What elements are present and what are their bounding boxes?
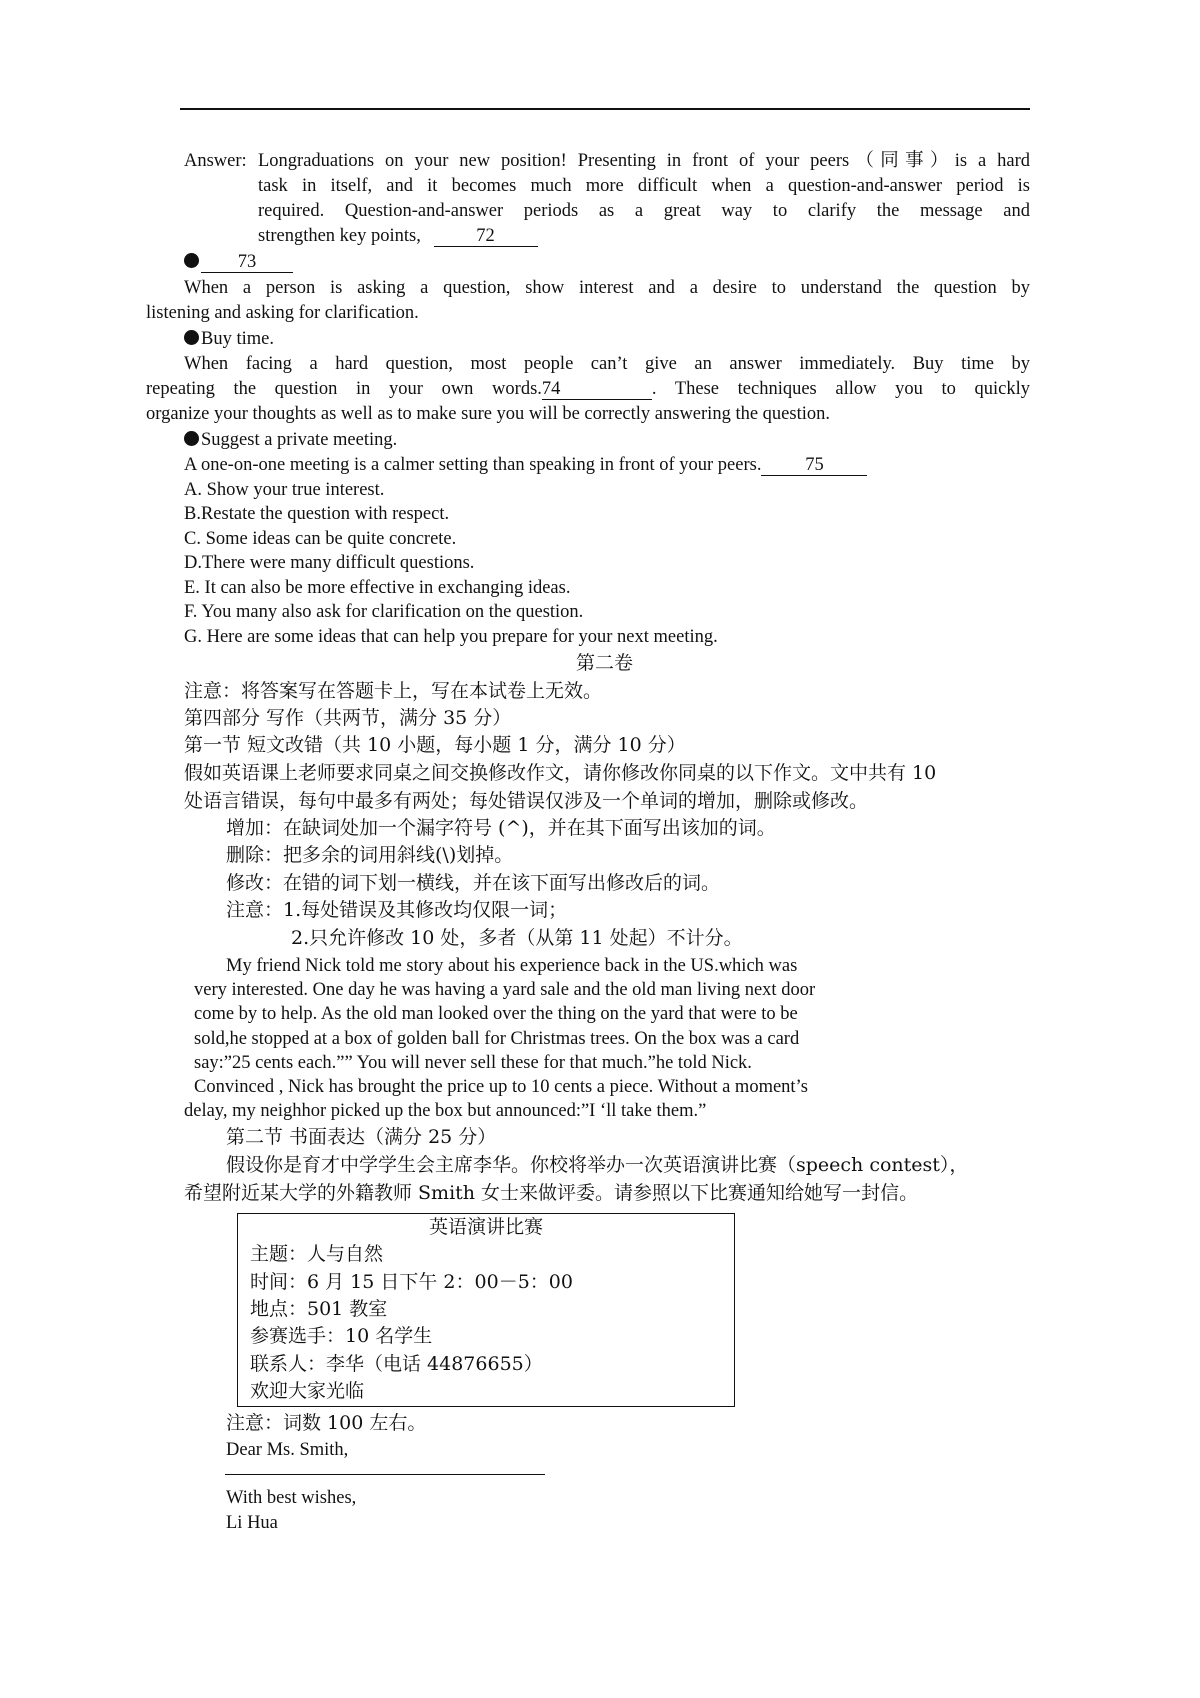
essay-line-5: say:”25 cents each.”” You will never sell these for that much.”he told Nick. <box>194 1053 752 1073</box>
heading-buy-time <box>184 327 274 351</box>
essay-line-6: Convinced , Nick has brought the price up to 10 cents a piece. Without a moment’s <box>194 1077 808 1097</box>
answer-label: Answer: <box>184 151 247 171</box>
essay-line-2: very interested. One day he was having a yard sale and the old man living next door <box>194 980 816 1000</box>
blank-75[interactable]: 75 <box>761 455 867 476</box>
contest-notice-box <box>237 1213 735 1407</box>
notice-theme: 主题：人与自然 <box>250 1243 384 1265</box>
option-c: C. Some ideas can be quite concrete. <box>184 529 457 549</box>
letter-body-line[interactable] <box>225 1474 545 1475</box>
letter-salutation: Dear Ms. Smith, <box>226 1440 349 1460</box>
option-f: F. You many also ask for clarification on the question. <box>184 602 584 622</box>
answer-line-3: required. Question-and-answer periods as a great way to clarify the message and <box>258 201 1030 221</box>
para-73-line-1: When a person is asking a question, show interest and a desire to understand the question by <box>184 278 1030 298</box>
option-a: A. Show your true interest. <box>184 480 385 500</box>
letter-signature: Li Hua <box>226 1513 278 1533</box>
para-buy-line-2 <box>146 377 1030 401</box>
rule-note-2: 2.只允许修改 10 处，多者（从第 11 处起）不计分。 <box>291 927 743 949</box>
essay-line-7: delay, my neighhor picked up the box but announced:”I ‘ll take them.” <box>184 1101 707 1121</box>
para-buy-line-2-prefix: repeating the question in your own words. <box>146 379 542 399</box>
essay-line-4: sold,he stopped at a box of golden ball for Christmas trees. On the box was a card <box>194 1029 800 1049</box>
para-buy-line-2-suffix: . These techniques allow you to quickly <box>651 379 1030 399</box>
notice-contestants: 参赛选手：10 名学生 <box>250 1325 433 1347</box>
volume-2-note: 注意：将答案写在答题卡上，写在本试卷上无效。 <box>184 680 603 702</box>
heading-private-meeting-text: Suggest a private meeting. <box>201 430 398 450</box>
rule-delete: 删除：把多余的词用斜线(\)划掉。 <box>226 844 514 866</box>
option-e: E. It can also be more effective in exchanging ideas. <box>184 578 571 598</box>
blank-74[interactable]: 74 <box>542 379 652 400</box>
notice-welcome: 欢迎大家光临 <box>250 1380 365 1402</box>
rule-modify: 修改：在错的词下划一横线，并在该下面写出修改后的词。 <box>226 872 721 894</box>
blank-73[interactable]: 73 <box>201 252 293 273</box>
rule-add: 增加：在缺词处加一个漏字符号 (^)，并在其下面写出该加的词。 <box>226 817 776 839</box>
word-count-note: 注意：词数 100 左右。 <box>226 1412 427 1434</box>
bullet-icon <box>184 253 199 268</box>
essay-line-1: My friend Nick told me story about his experience back in the US.which was <box>226 956 798 976</box>
heading-73 <box>184 250 293 274</box>
section-2-intro-2: 希望附近某大学的外籍教师 Smith 女士来做评委。请参照以下比赛通知给她写一封信。 <box>184 1182 919 1204</box>
para-buy-line-3: organize your thoughts as well as to make sure you will be correctly answering the question. <box>146 404 830 424</box>
notice-place: 地点：501 教室 <box>250 1298 388 1320</box>
answer-line-2: task in itself, and it becomes much more difficult when a question-and-answer period is <box>258 176 1030 196</box>
letter-closing: With best wishes, <box>226 1488 357 1508</box>
option-d: D.There were many difficult questions. <box>184 553 475 573</box>
header-rule <box>180 108 1030 110</box>
notice-time: 时间：6 月 15 日下午 2：00－5：00 <box>250 1271 573 1293</box>
bullet-icon <box>184 431 199 446</box>
option-b: B.Restate the question with respect. <box>184 504 450 524</box>
essay-line-3: come by to help. As the old man looked over the thing on the yard that were to be <box>194 1004 798 1024</box>
answer-line-4-text: strengthen key points, <box>258 226 421 246</box>
para-73-line-2: listening and asking for clarification. <box>146 303 419 323</box>
para-buy-line-1: When facing a hard question, most people can’t give an answer immediately. Buy time by <box>184 354 1030 374</box>
heading-private-meeting <box>184 428 397 452</box>
blank-72[interactable]: 72 <box>434 226 538 247</box>
section-1-intro-1: 假如英语课上老师要求同桌之间交换修改作文，请你修改你同桌的以下作文。文中共有 10 <box>184 762 937 784</box>
section-1-title: 第一节 短文改错（共 10 小题，每小题 1 分，满分 10 分） <box>184 734 686 756</box>
notice-title: 英语演讲比赛 <box>428 1216 543 1238</box>
rule-note-1: 注意：1.每处错误及其修改均仅限一词； <box>226 899 568 921</box>
heading-buy-time-text: Buy time. <box>201 329 274 349</box>
option-g: G. Here are some ideas that can help you prepare for your next meeting. <box>184 627 718 647</box>
notice-contact: 联系人：李华（电话 44876655） <box>250 1353 543 1375</box>
volume-2-title: 第二卷 <box>576 652 634 674</box>
section-2-title: 第二节 书面表达（满分 25 分） <box>226 1126 497 1148</box>
para-private-text: A one-on-one meeting is a calmer setting than speaking in front of your peers. <box>184 455 762 475</box>
para-private <box>184 453 867 477</box>
answer-line-1: Longraduations on your new position! Presenting in front of your peers（同事）is a hard <box>258 151 1030 171</box>
part-4-heading: 第四部分 写作（共两节，满分 35 分） <box>184 707 512 729</box>
answer-line-4 <box>258 224 538 248</box>
section-2-intro-1: 假设你是育才中学学生会主席李华。你校将举办一次英语演讲比赛（speech contest）， <box>226 1154 969 1176</box>
section-1-intro-2: 处语言错误，每句中最多有两处；每处错误仅涉及一个单词的增加，删除或修改。 <box>184 790 869 812</box>
bullet-icon <box>184 330 199 345</box>
